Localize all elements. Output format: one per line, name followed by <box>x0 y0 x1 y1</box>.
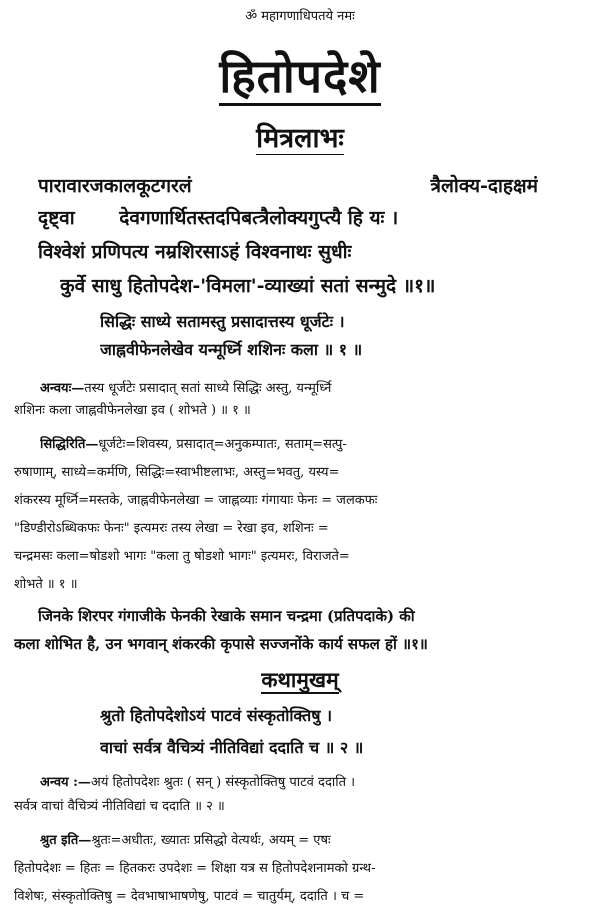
vyakhya1-text1: धूर्जटेः=शिवस्य, प्रसादात्=अनुकम्पातः, सताम्=सत्पु- <box>98 437 347 452</box>
verse1-line4: कुर्वे साधु हितोपदेश-'विमला'-व्याख्यां सतां सन्मुदे ॥१॥ <box>60 275 436 297</box>
vyakhya2-text1: श्रुतः=अधीतः, ख्यातः प्रसिद्धो वेत्यर्थः, अयम् = एषः <box>91 833 331 848</box>
chapter-title-text: मित्रलाभः <box>256 123 344 155</box>
vyakhya1-line1 <box>40 434 590 452</box>
verse1-line1b: त्रैलोक्य-दाहक्षमं <box>430 175 538 197</box>
vyakhya1-line2: रुषाणाम्, साध्ये=कर्मणि, सिद्धिः=स्वाभीष्टलाभः, अस्तु=भवतु, यस्य= <box>14 465 340 480</box>
verse1-line1 <box>38 172 538 198</box>
verse1-line3: विश्वेशं प्रणिपत्य नम्रशिरसाऽहं विश्वनाथः सुधीः <box>38 241 352 263</box>
page-title <box>0 44 600 106</box>
chapter-title <box>0 118 600 155</box>
verse1-line2 <box>38 204 558 230</box>
anvaya2-text1: अयं हितोपदेशः श्रुतः ( सन् ) संस्कृतोक्तिषु पाटवं ददाति । <box>90 775 356 790</box>
hindi1-line1: जिनके शिरपर गंगाजीके फेनकी रेखाके समान चन्द्रमा (प्रतिपदाके) की <box>38 607 415 625</box>
verse3-line2: वाचां सर्वत्र वैचित्र्यं नीतिविद्यां ददाति च ॥ २ ॥ <box>100 738 364 757</box>
invocation-line: ॐ महागणाधिपतये नमः <box>245 9 355 24</box>
vyakhya2-line3: विशेषः, संस्कृतोक्तिषु = देवभाषाभाषणेषु, पाटवं = चातुर्यम्, ददाति । च = <box>14 889 365 904</box>
verse2-line2: जाह्नवीफेनलेखेव यन्मूर्ध्नि शशिनः कला ॥ १ ॥ <box>100 340 363 359</box>
verse3-line1: श्रुतो हितोपदेशोऽयं पाटवं संस्कृतोक्तिषु । <box>100 706 333 725</box>
title-text: हितोपदेशे <box>219 49 380 106</box>
anvaya2-line1 <box>40 772 590 790</box>
vyakhya1-line3: शंकरस्य मूर्ध्नि=मस्तके, जाह्नवीफेनलेखा = जाह्नव्याः गंगायाः फेनः = जलकफः <box>14 493 378 508</box>
hindi1-line2: कला शोभित है, उन भगवान् शंकरकी कृपासे सज्जनोंके कार्य सफल हों ॥१॥ <box>14 635 428 653</box>
verse2-line1: सिद्धिः साध्ये सतामस्तु प्रसादात्तस्य धूर्जटेः । <box>100 312 345 331</box>
section-heading <box>0 666 600 694</box>
vyakhya2-line1 <box>40 830 590 848</box>
verse1-line1a: पारावारजकालकूटगरलं <box>38 175 192 197</box>
verse1-line2a: दृष्ट्वा <box>38 207 75 229</box>
anvaya2-label: अन्वय :— <box>40 775 91 790</box>
section-heading-text: कथामुखम् <box>261 667 339 692</box>
vyakhya2-label: श्रुत इति— <box>40 833 92 848</box>
anvaya1-label: अन्वयः— <box>40 381 85 396</box>
vyakhya1-line5: चन्द्रमसः कला=षोडशो भागः "कला तु षोडशो भागः" इत्यमरः, विराजते= <box>14 549 350 564</box>
anvaya1-text1: तस्य धूर्जटेः प्रसादात् सतां साध्ये सिद्धिः अस्तु, यन्मूर्ध्नि <box>84 381 332 396</box>
anvaya2-line2: सर्वत्र वाचां वैचित्र्यं नीतिविद्यां च ददाति ॥ २ ॥ <box>14 799 225 814</box>
vyakhya1-label: सिद्धिरिति— <box>40 437 99 452</box>
anvaya1-line2: शशिनः कला जाह्नवीफेनलेखा इव ( शोभते ) ॥ १ ॥ <box>14 403 251 418</box>
verse1-line2b: देवगणार्थितस्तदपिबत्त्रैलोक्यगुप्त्यै हि यः । <box>119 207 399 229</box>
vyakhya1-line4: "डिण्डीरोऽब्धिकफः फेनः" इत्यमरः तस्य लेखा = रेखा इव, शशिनः = <box>14 521 329 536</box>
vyakhya1-line6: शोभते ॥ १ ॥ <box>14 577 78 592</box>
anvaya1-line1 <box>40 378 588 396</box>
vyakhya2-line2: हितोपदेशः = हितः = हितकरः उपदेशः = शिक्षा यत्र स हितोपदेशनामको ग्रन्थ- <box>14 861 376 876</box>
